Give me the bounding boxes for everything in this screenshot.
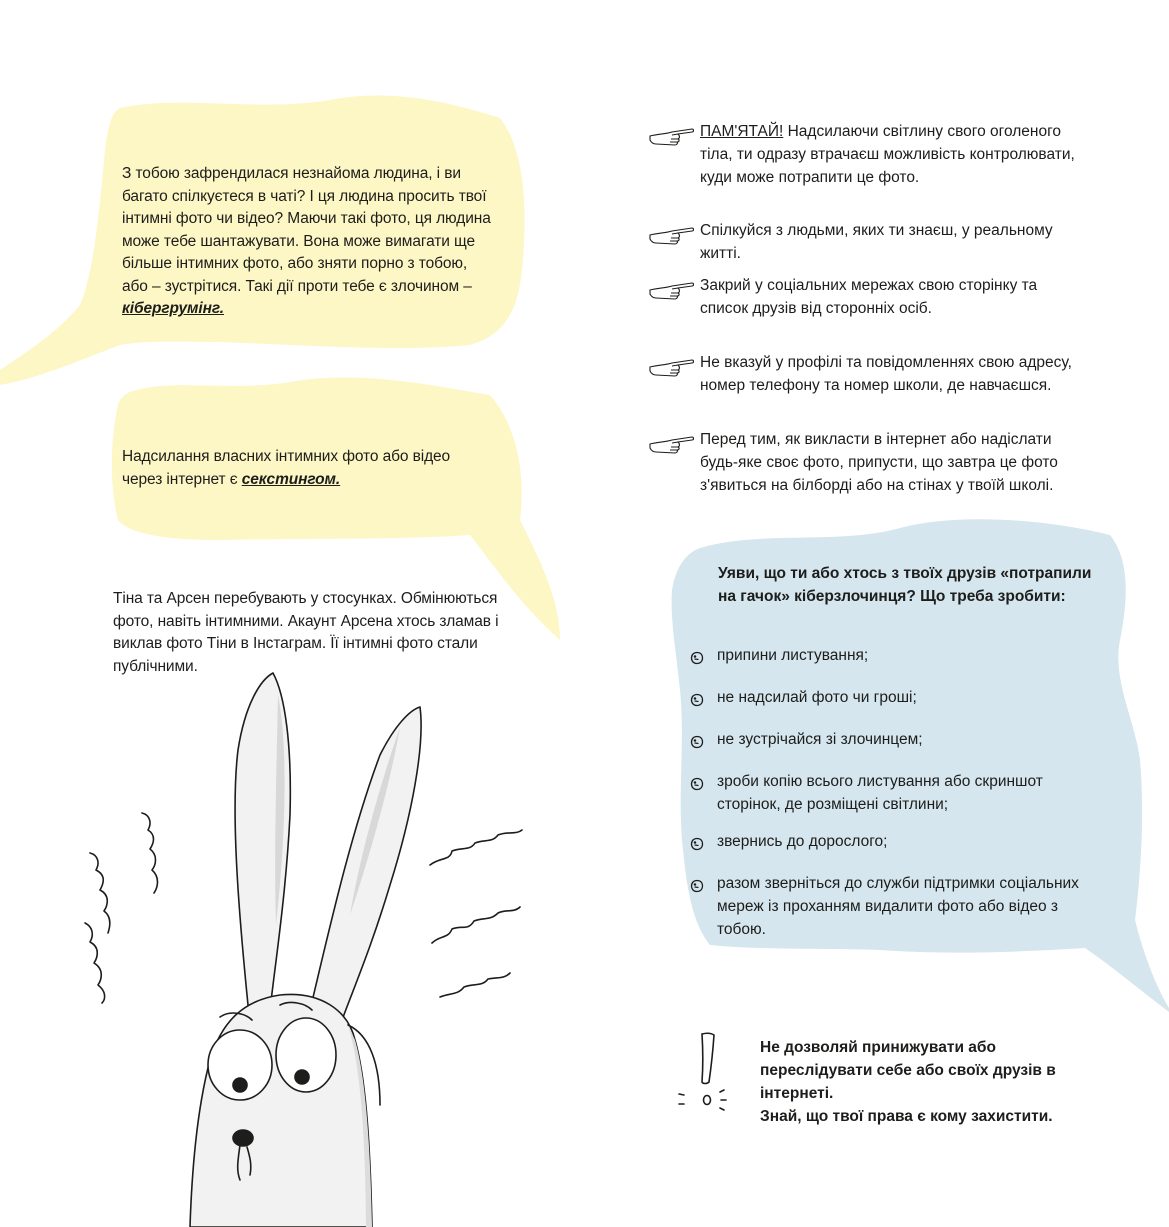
smiley-bullet-icon (690, 686, 717, 714)
list-item: разом зверніться до служби підтримки соціальних мереж із проханням видалити фото або відео з тобою. (690, 872, 1110, 941)
sexting-text: Надсилання власних інтимних фото або відео через інтернет є (122, 448, 451, 488)
list-item: не надсилай фото чи гроші; (690, 686, 1110, 714)
steps-title: Уяви, що ти або хтось з твоїх друзів «потрапили на гачок» кіберзлочинця? Що треба зробити: (718, 565, 1092, 605)
sexting-term: секстингом. (241, 470, 341, 488)
warning-line: Знай, що твої права є кому захистити. (760, 1108, 1053, 1125)
pointing-hand-icon (648, 122, 700, 189)
warning-line: Не дозволяй принижувати або переслідувати себе або своїх друзів в інтернеті. (760, 1039, 1056, 1102)
sexting-paragraph (122, 446, 452, 491)
tip-text: Не вказуй у профілі та повідомленнях свою адресу, номер телефону та номер школи, де навчаєшся. (700, 354, 1072, 394)
smiley-bullet-icon (690, 644, 717, 672)
list-item: звернись до дорослого; (690, 830, 1110, 858)
pointing-hand-icon (648, 276, 700, 320)
shocked-rabbit-illustration (80, 665, 540, 1227)
smiley-bullet-icon (690, 770, 717, 816)
list-item: припини листування; (690, 644, 1110, 672)
exclamation-icon (676, 1030, 732, 1114)
pointing-hand-icon (648, 430, 700, 497)
remember-label: ПАМ'ЯТАЙ! (700, 123, 784, 140)
tip-close-profile (648, 274, 1088, 320)
smiley-bullet-icon (690, 830, 717, 858)
smiley-bullet-icon (690, 872, 717, 941)
tip-billboard (648, 428, 1088, 497)
tip-text: Спілкуйся з людьми, яких ти знаєш, у реальному житті. (700, 222, 1053, 262)
list-item: не зустрічайся зі злочинцем; (690, 728, 1110, 756)
pointing-hand-icon (648, 221, 700, 265)
cybergrooming-paragraph (122, 163, 494, 321)
smiley-bullet-icon (690, 728, 717, 756)
list-item: зроби копію всього листування або скриншот сторінок, де розміщені світлини; (690, 770, 1110, 816)
cybergrooming-text: З тобою зафрендилася незнайома людина, і ви багато спілкуєтеся в чаті? І ця людина просить твої інтимні фото чи відео? Маючи такі фото, ця людина може тебе шантажувати. Вона може вимагати ще більше інтимних фото, або зняти порно з тобою, або – зустрітися. Такі дії проти тебе є злочином – (122, 165, 491, 295)
cybergrooming-term: кібергрумінг. (122, 300, 225, 317)
steps-list (690, 644, 1110, 955)
warning-text (760, 1036, 1090, 1128)
tip-meet-known-people (648, 219, 1088, 265)
tip-text: Перед тим, як викласти в інтернет або надіслати будь-яке своє фото, припусти, що завтра це фото з'явиться на білборді або на стінах у твоїй школі. (700, 431, 1058, 494)
tip-hide-address (648, 351, 1088, 397)
tip-text: ПАМ'ЯТАЙ! Надсилаючи світлину свого оголеного тіла, ти одразу втрачаєш можливість контролювати, куди може потрапити це фото. (700, 123, 1075, 186)
story-text: Тіна та Арсен перебувають у стосунках. Обмінюються фото, навіть інтимними. Акаунт Арсена хтось зламав і виклав фото Тіни в Інстаграм. Її інтимні фото стали публічними. (113, 590, 499, 675)
tip-text: Закрий у соціальних мережах свою сторінку та список друзів від сторонніх осіб. (700, 277, 1038, 317)
tip-remember (648, 120, 1088, 189)
pointing-hand-icon (648, 353, 700, 397)
